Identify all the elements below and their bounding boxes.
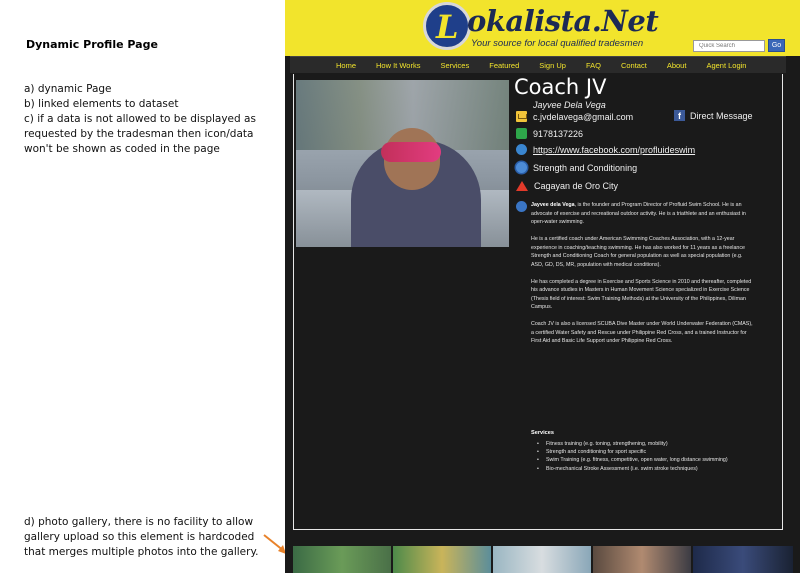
- nav-item-contact[interactable]: Contact: [620, 60, 647, 70]
- home-icon: [516, 181, 528, 191]
- search-go-button[interactable]: Go: [768, 39, 785, 52]
- phone-row[interactable]: [516, 128, 583, 139]
- nav-item-sign-up[interactable]: Sign Up: [539, 60, 566, 70]
- nav-item-faq[interactable]: FAQ: [585, 60, 601, 70]
- bio-lead-name: Jayvee dela Vega: [531, 202, 575, 208]
- globe-icon: [516, 144, 527, 155]
- annotation-notes: [24, 82, 274, 157]
- profile-title: Coach JV: [514, 75, 607, 99]
- direct-message-link[interactable]: [674, 110, 753, 121]
- gallery-photo[interactable]: [293, 546, 391, 573]
- gallery-photo[interactable]: [393, 546, 491, 573]
- service-item: • Swim Training (e.g. fitness, competitive, open water, long distance swimming): [537, 456, 753, 464]
- email-row[interactable]: [516, 111, 633, 122]
- bio-paragraph: [531, 201, 753, 227]
- annotation-title: Dynamic Profile Page: [26, 38, 158, 51]
- services-list: [537, 440, 753, 473]
- gallery-photo[interactable]: [493, 546, 591, 573]
- annotation-note-c: c) if a data is not allowed to be displayed as requested by the tradesman then icon/data won't be shown as coded in the page: [24, 113, 256, 155]
- gallery-photo[interactable]: [593, 546, 691, 573]
- facebook-icon: f: [674, 110, 685, 121]
- bio-icon: [516, 201, 527, 212]
- specialty-row: [516, 162, 637, 173]
- profile-bio: [531, 201, 753, 354]
- location-value: Cagayan de Oro City: [534, 181, 619, 191]
- main-nav: [290, 56, 786, 73]
- phone-icon: [516, 128, 527, 139]
- profile-full-name: Jayvee Dela Vega: [533, 100, 606, 110]
- service-item: • Strength and conditioning for sport specific: [537, 448, 753, 456]
- email-icon: [516, 111, 527, 122]
- phone-value: 9178137226: [533, 128, 584, 139]
- gallery-photo[interactable]: [693, 546, 793, 573]
- bio-paragraph-3: He has completed a degree in Exercise and Sports Science in 2010 and thereafter, completed his advance studies in Masters in Human Movement Science specialized in Exercise Science (Thesis field of interest: Swim Training Methods) at the University of the Philippines, Diliman Campus.: [531, 278, 752, 310]
- logo-badge-icon: [423, 2, 471, 50]
- nav-item-home[interactable]: Home: [336, 60, 357, 70]
- search-input[interactable]: [693, 40, 765, 52]
- bio-paragraph-4: Coach JV is also a licensed SCUBA Dive Master under World Underwater Federation (CMAS), a certified Water Safety and Rescue under Philippine Red Cross, and a trained Instructor for First Aid and Basic Life Support under Philippine Red Cross.: [531, 321, 753, 344]
- nav-item-services[interactable]: Services: [440, 60, 470, 70]
- website-row[interactable]: [516, 144, 695, 155]
- gear-icon: [516, 162, 527, 173]
- specialty-value: Strength and Conditioning: [533, 162, 638, 173]
- bio-paragraph-1: , is the founder and Program Director of Profluid Swim School. He is an advocate of exercise and recreational outdoor activity. He is a triathlete and an enthusiast in open-water swimming.: [531, 202, 746, 225]
- annotation-note-d: d) photo gallery, there is no facility to allow gallery upload so this element is hardcoded that merges multiple photos into the gallery.: [24, 516, 259, 558]
- service-item: • Bio-mechanical Stroke Assessment (i.e. swim stroke techniques): [537, 465, 753, 473]
- photo-goggles: [381, 142, 441, 162]
- site-header: [285, 0, 800, 56]
- services-title: Services: [531, 430, 555, 436]
- bio-paragraph-2: He is a certified coach under American Swimming Coaches Association, with a 12-year experience in coaching/teaching swimming. He has also worked for 11 years as a freelance Strength and Conditioning Coach for general population as well as special population (e.g. ASD, GD, DS, MR, population with medical conditions).: [531, 236, 745, 268]
- site-logo[interactable]: [423, 2, 659, 54]
- logo-text: okalista.Net: [467, 4, 659, 38]
- logo-tagline: Your source for local qualified tradesmen: [471, 38, 644, 49]
- profile-photo: [296, 80, 509, 247]
- website-link[interactable]: https://www.facebook.com/profluideswim: [533, 144, 696, 155]
- email-value: c.jvdelavega@gmail.com: [533, 111, 634, 122]
- nav-item-featured[interactable]: Featured: [489, 60, 520, 70]
- website-mockup: [285, 0, 800, 573]
- nav-item-about[interactable]: About: [666, 60, 687, 70]
- nav-item-how-it-works[interactable]: How It Works: [376, 60, 421, 70]
- annotation-note-a: a) dynamic Page: [24, 83, 112, 95]
- direct-message-label: Direct Message: [690, 110, 753, 121]
- location-row: [516, 181, 618, 191]
- service-item: • Fitness training (e.g. toning, strengthening, mobility): [537, 440, 753, 448]
- annotation-note-b: b) linked elements to dataset: [24, 98, 179, 110]
- logo-letter: L: [436, 8, 459, 46]
- nav-item-agent-login[interactable]: Agent Login: [706, 60, 747, 70]
- photo-gallery: [293, 546, 800, 573]
